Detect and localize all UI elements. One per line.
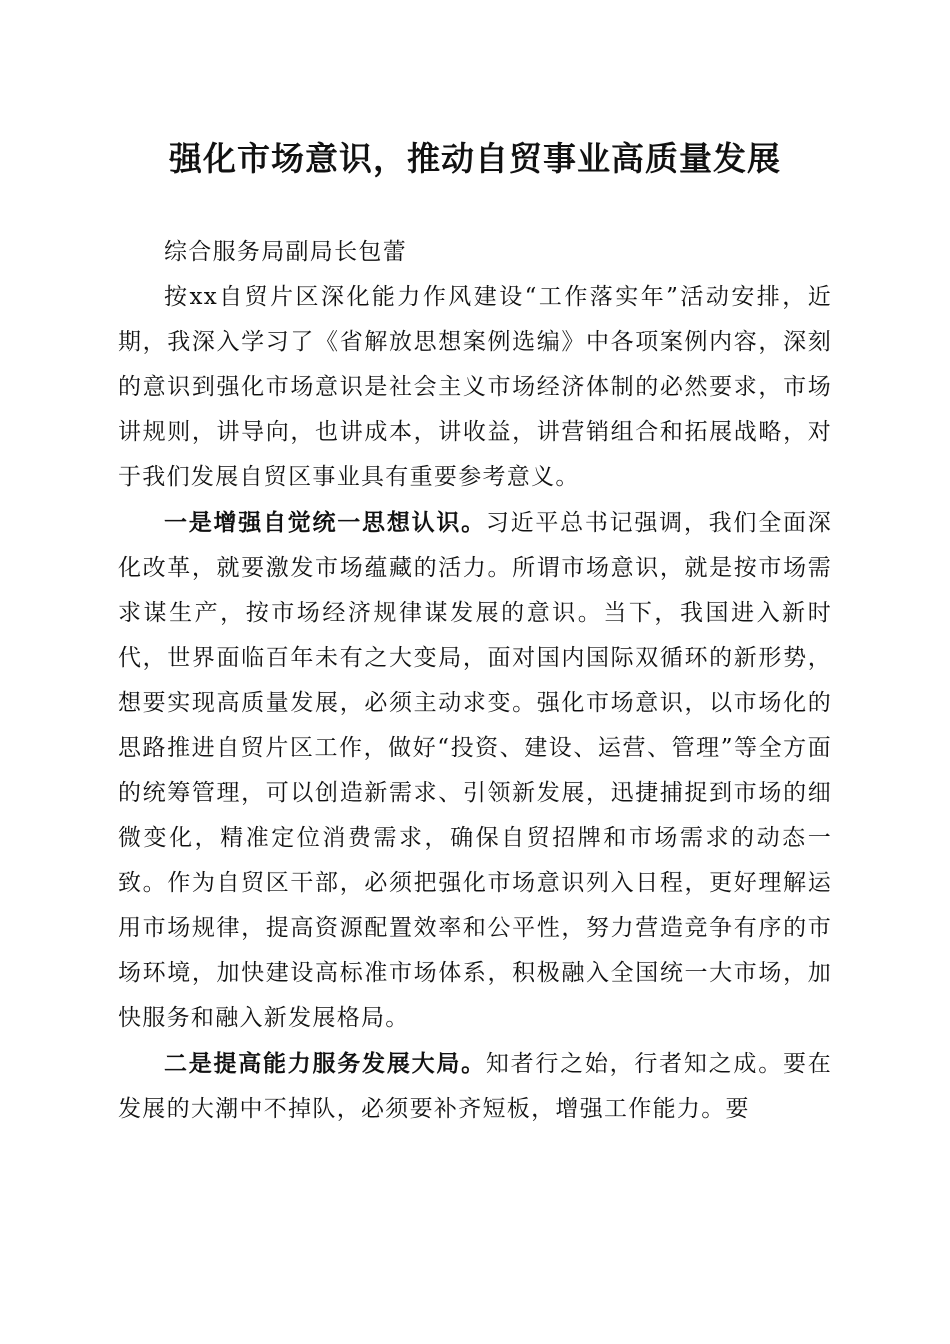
paragraph-intro <box>118 275 832 500</box>
document-title: 强化市场意识，推动自贸事业高质量发展 <box>169 139 781 178</box>
paragraph-point-two-text: 知者行之始，行者知之成。要在发展的大潮中不掉队，必须要补齐短板，增强工作能力。要 <box>118 1051 833 1122</box>
paragraph-point-two-lead: 二是提高能力服务发展大局。 <box>164 1050 486 1077</box>
author-line: 综合服务局副局长包蕾 <box>164 239 407 265</box>
document-body <box>118 230 832 1132</box>
paragraph-point-one-text: 习近平总书记强调，我们全面深化改革，就要激发市场蕴藏的活力。所谓市场意识，就是按市场需求谋生产，按市场经济规律谋发展的意识。当下，我国进入新时代，世界面临百年未有之大变局，面对国内国际双循环的新形势，想要实现高质量发展，必须主动求变。强化市场意识，以市场化的思路推进自贸片区工作，做好“投资、建设、运营、管理”等全方面的统筹管理，可以创造新需求、引领新发展，迅捷捕捉到市场的细微变化，精准定位消费需求，确保自贸招牌和市场需求的动态一致。作为自贸区干部，必须把强化市场意识列入日程，更好理解运用市场规律，提高资源配置效率和公平性，努力营造竞争有序的市场环境，加快建设高标准市场体系，积极融入全国统一大市场，加快服务和融入新发展格局。 <box>118 510 833 1031</box>
paragraph-point-one-lead: 一是增强自觉统一思想认识。 <box>164 509 486 536</box>
paragraph-intro-text: 按xx自贸片区深化能力作风建设“工作落实年”活动安排，近期，我深入学习了《省解放思想案例选编》中各项案例内容，深刻的意识到强化市场意识是社会主义市场经济体制的必然要求，市场讲规则，讲导向，也讲成本，讲收益，讲营销组合和拓展战略，对于我们发展自贸区事业具有重要参考意义。 <box>118 284 832 490</box>
paragraph-point-two <box>118 1041 832 1132</box>
paragraph-point-one <box>118 500 832 1041</box>
